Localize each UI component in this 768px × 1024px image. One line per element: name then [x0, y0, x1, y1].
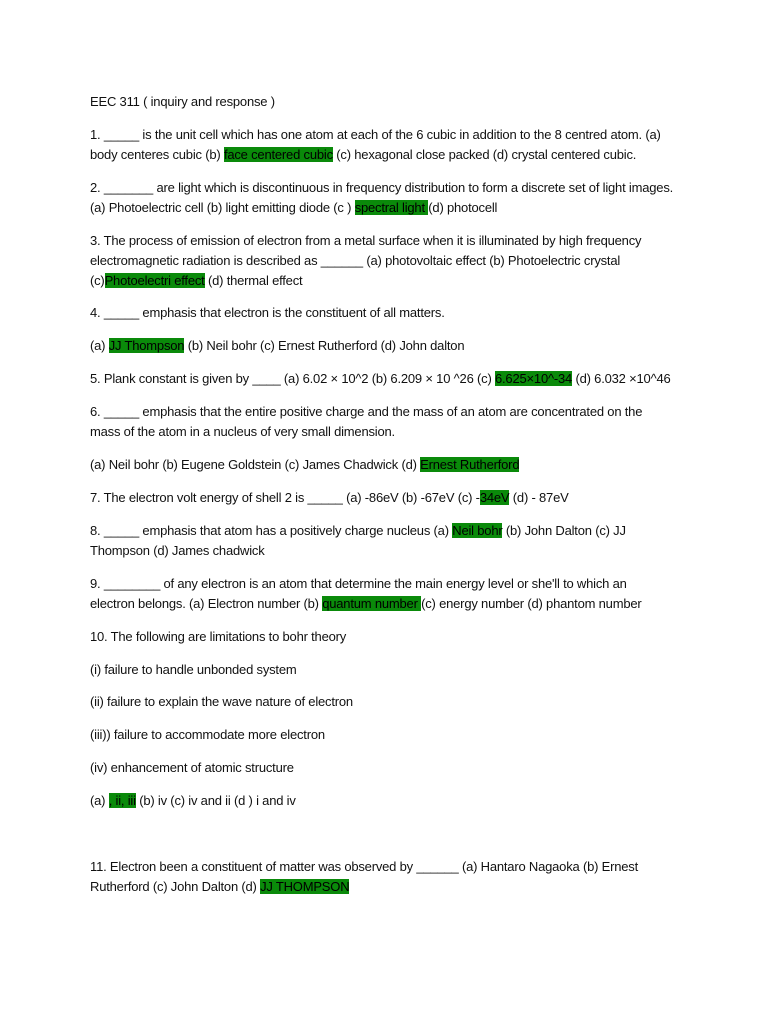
option-text: (d) - 87eV — [509, 490, 569, 505]
option-text: body centeres cubic (b) — [90, 147, 224, 162]
question-10-item-i: (i) failure to handle unbonded system — [90, 662, 297, 677]
option-text: (b) John Dalton (c) JJ — [502, 523, 626, 538]
option-text: (d) 6.032 ×10^46 — [572, 371, 671, 386]
question-10-item-iv: (iv) enhancement of atomic structure — [90, 760, 294, 775]
option-text: (c) energy number (d) phantom number — [421, 596, 642, 611]
question-2-line-2 — [90, 198, 497, 218]
question-10-item-ii: (ii) failure to explain the wave nature of electron — [90, 694, 353, 709]
option-text: (a) Neil bohr (b) Eugene Goldstein (c) James Chadwick (d) — [90, 457, 421, 472]
option-text: (d) thermal effect — [204, 273, 303, 288]
question-2-line-1: 2. _______ are light which is discontinuous in frequency distribution to form a discrete set of light images. — [90, 180, 674, 195]
option-text: electron belongs. (a) Electron number (b) — [90, 596, 323, 611]
answer-highlight: 34eV — [479, 490, 510, 505]
answer-highlight: Photoelectri effect — [104, 273, 205, 288]
answer-highlight: JJ THOMPSON — [260, 879, 350, 894]
question-3-line-2: electromagnetic radiation is described as ______ (a) photovoltaic effect (b) Photoelectric crystal — [90, 253, 621, 268]
option-text: (d) photocell — [428, 200, 498, 215]
document-title: EEC 311 ( inquiry and response ) — [90, 94, 275, 109]
question-8-line-1 — [90, 521, 626, 541]
answer-highlight: JJ Thompson — [108, 338, 185, 353]
question-8-line-2: Thompson (d) James chadwick — [90, 543, 265, 558]
option-text: (a) — [90, 793, 109, 808]
question-9-line-2 — [90, 594, 642, 614]
option-text: (b) Neil bohr (c) Ernest Rutherford (d) John dalton — [184, 338, 465, 353]
question-10-item-iii: (iii)) failure to accommodate more electron — [90, 727, 325, 742]
option-text: Rutherford (c) John Dalton (d) — [90, 879, 261, 894]
answer-highlight: Ernest Rutherford — [420, 457, 520, 472]
question-7-line-1 — [90, 488, 569, 508]
question-6-line-3 — [90, 455, 519, 475]
question-1-line-1: 1. _____ is the unit cell which has one atom at each of the 6 cubic in addition to the 8 centred atom. (a) — [90, 127, 661, 142]
question-11-line-1: 11. Electron been a constituent of matter was observed by ______ (a) Hantaro Nagaoka (b) Ernest — [90, 859, 639, 874]
question-6-line-1: 6. _____ emphasis that the entire positive charge and the mass of an atom are concentrated on the — [90, 404, 643, 419]
option-text: (c) hexagonal close packed (d) crystal centered cubic. — [332, 147, 637, 162]
question-10-answer-line — [90, 791, 296, 811]
question-5-line-1 — [90, 369, 671, 389]
answer-highlight: , ii, iii — [108, 793, 136, 808]
option-text: (c) — [90, 273, 105, 288]
option-text: 7. The electron volt energy of shell 2 is _____ (a) -86eV (b) -67eV (c) - — [90, 490, 480, 505]
answer-highlight: spectral light — [354, 200, 429, 215]
question-4-line-1: 4. _____ emphasis that electron is the constituent of all matters. — [90, 305, 445, 320]
option-text: 5. Plank constant is given by ____ (a) 6.02 × 10^2 (b) 6.209 × 10 ^26 (c) — [90, 371, 495, 386]
option-text: (a) — [90, 338, 109, 353]
question-11-line-2 — [90, 877, 349, 897]
option-text: 8. _____ emphasis that atom has a positively charge nucleus (a) — [90, 523, 453, 538]
answer-highlight: Neil bohr — [452, 523, 503, 538]
answer-highlight: 6.625×10^-34 — [494, 371, 573, 386]
question-1-line-2 — [90, 145, 636, 165]
question-6-line-2: mass of the atom in a nucleus of very small dimension. — [90, 424, 395, 439]
question-4-line-2 — [90, 336, 464, 356]
question-10-line-1: 10. The following are limitations to bohr theory — [90, 629, 347, 644]
option-text: (b) iv (c) iv and ii (d ) i and iv — [135, 793, 296, 808]
question-9-line-1: 9. ________ of any electron is an atom that determine the main energy level or she'll to which an — [90, 576, 627, 591]
option-text: (a) Photoelectric cell (b) light emitting diode (c ) — [90, 200, 355, 215]
question-3-line-3 — [90, 271, 302, 291]
answer-highlight: quantum number — [322, 596, 422, 611]
answer-highlight: face centered cubic — [223, 147, 333, 162]
question-3-line-1: 3. The process of emission of electron from a metal surface when it is illuminated by high frequency — [90, 233, 642, 248]
